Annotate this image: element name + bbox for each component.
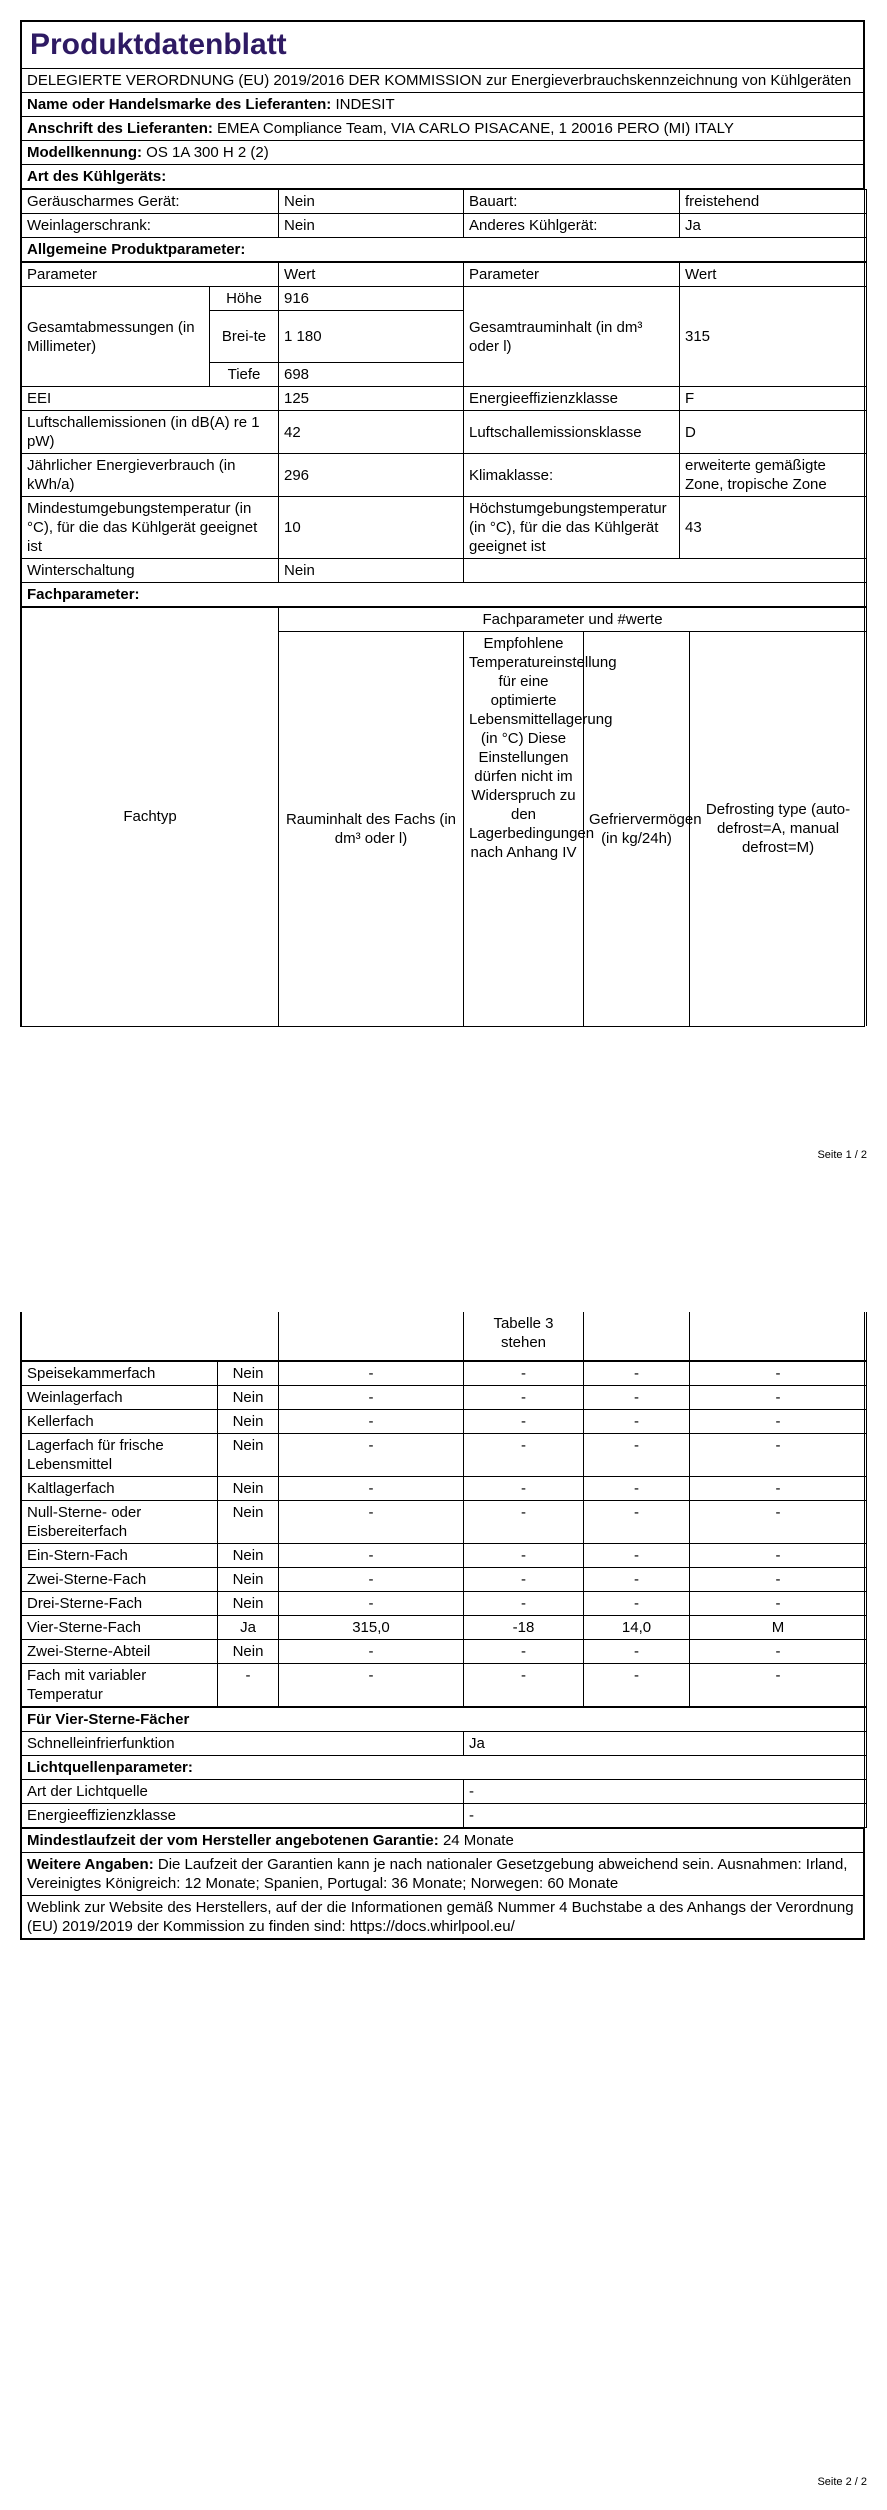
compartment-present: Nein — [218, 1361, 279, 1385]
compartment-temp: - — [464, 1476, 584, 1500]
compartment-row — [22, 1663, 867, 1706]
compartment-volume: - — [279, 1361, 464, 1385]
compartment-temp: - — [464, 1361, 584, 1385]
noise-class-value: D — [680, 411, 867, 454]
compartment-row — [22, 1639, 867, 1663]
compartment-name: Vier-Sterne-Fach — [22, 1615, 218, 1639]
compartment-name: Speisekammerfach — [22, 1361, 218, 1385]
datasheet-frame-page-2 — [20, 1312, 865, 1940]
compartment-temp: - — [464, 1500, 584, 1543]
supplier-label: Name oder Handelsmarke des Lieferanten: — [27, 96, 332, 113]
compartment-present: Nein — [218, 1433, 279, 1476]
compartment-name: Kellerfach — [22, 1409, 218, 1433]
compartment-temp: - — [464, 1567, 584, 1591]
appliance-type-heading: Art des Kühlgeräts: — [22, 165, 864, 189]
compartment-freeze: - — [584, 1591, 690, 1615]
compartment-name: Zwei-Sterne-Abteil — [22, 1639, 218, 1663]
fast-freeze-value: Ja — [464, 1731, 867, 1755]
further-info-row — [22, 1852, 864, 1895]
compartment-defrost: - — [690, 1543, 867, 1567]
light-heading: Lichtquellenparameter: — [22, 1755, 867, 1779]
compartment-temp: -18 — [464, 1615, 584, 1639]
compartment-present: Nein — [218, 1591, 279, 1615]
compartment-freeze: - — [584, 1476, 690, 1500]
volume-value: 315 — [680, 287, 867, 387]
compartment-temp: - — [464, 1409, 584, 1433]
fast-freeze-label: Schnelleinfrierfunktion — [22, 1731, 464, 1755]
page-number-1: Seite 1 / 2 — [817, 1149, 867, 1161]
address-value: EMEA Compliance Team, VIA CARLO PISACANE, 1 20016 PERO (MI) ITALY — [217, 120, 734, 137]
compartment-freeze: - — [584, 1639, 690, 1663]
depth-value: 698 — [279, 363, 464, 387]
supplier-row — [22, 93, 864, 117]
col-temp-header: Empfohlene Temperatureinstellung für eine optimierte Lebensmittellagerung (in °C) Diese Einstellungen dürfen nicht im Widerspruch zu den Lagerbedingungen nach Anhang IV — [464, 632, 584, 1026]
further-info-value: Die Laufzeit der Garantien kann je nach nationaler Gesetzgebung abweichend sein. Ausnahmen: Irland, Vereinigtes Königreich: 12 Monate; Spanien, Portugal: 36 Monate; Norwegen: 60 Monate — [27, 1855, 848, 1892]
eei-value: 125 — [279, 387, 464, 411]
compartment-present: Nein — [218, 1567, 279, 1591]
annual-consumption-value: 296 — [279, 454, 464, 497]
warranty-value: 24 Monate — [442, 1831, 514, 1849]
light-type-value: - — [464, 1779, 867, 1803]
compartment-volume: - — [279, 1476, 464, 1500]
col-param-header: Parameter — [22, 263, 279, 287]
compartment-temp: - — [464, 1639, 584, 1663]
compartment-temp: - — [464, 1433, 584, 1476]
noise-class-label: Luftschallemissionsklasse — [464, 411, 680, 454]
compartment-freeze: - — [584, 1409, 690, 1433]
regulation-text: DELEGIERTE VERORDNUNG (EU) 2019/2016 DER KOMMISSION zur Energieverbrauchskennzeichnung von Kühlgeräten — [22, 69, 864, 93]
other-label: Anderes Kühlgerät: — [464, 214, 680, 238]
min-temp-value: 10 — [279, 497, 464, 559]
compartment-defrost: M — [690, 1615, 867, 1639]
eei-label: EEI — [22, 387, 279, 411]
compartment-volume: - — [279, 1639, 464, 1663]
noise-value: 42 — [279, 411, 464, 454]
compartment-temp: - — [464, 1663, 584, 1706]
light-class-label: Energieeffizienzklasse — [22, 1803, 464, 1827]
col-freeze-cont — [584, 1312, 690, 1360]
compartment-defrost: - — [690, 1639, 867, 1663]
dimensions-label: Gesamtabmessungen (in Millimeter) — [22, 287, 210, 387]
col-freeze-header: Gefriervermögen (in kg/24h) — [584, 632, 690, 1026]
weblink-text: Weblink zur Website des Herstellers, auf der die Informationen gemäß Nummer 4 Buchstabe a des Anhangs der Verordnung (EU) 2019/2019 der Kommission zu finden sind: — [27, 1898, 854, 1935]
col-param-header-2: Parameter — [464, 263, 680, 287]
compartment-freeze: - — [584, 1543, 690, 1567]
compartment-temp: - — [464, 1543, 584, 1567]
col-value-header-2: Wert — [680, 263, 867, 287]
address-label: Anschrift des Lieferanten: — [27, 120, 213, 137]
compartment-volume: 315,0 — [279, 1615, 464, 1639]
low-noise-label: Geräuscharmes Gerät: — [22, 190, 279, 214]
page-title: Produktdatenblatt — [22, 22, 864, 69]
compartment-name: Fach mit variabler Temperatur — [22, 1663, 218, 1706]
width-value: 1 180 — [279, 311, 464, 363]
compartment-defrost: - — [690, 1500, 867, 1543]
max-temp-value: 43 — [680, 497, 867, 559]
light-class-value: - — [464, 1803, 867, 1827]
compartment-row — [22, 1361, 867, 1385]
datasheet-frame-page-1 — [20, 20, 865, 1027]
page-2 — [0, 1255, 887, 2510]
col-value-header: Wert — [279, 263, 464, 287]
low-noise-value: Nein — [279, 190, 464, 214]
compartment-defrost: - — [690, 1433, 867, 1476]
compartment-volume: - — [279, 1543, 464, 1567]
compartment-defrost: - — [690, 1663, 867, 1706]
four-star-heading: Für Vier-Sterne-Fächer — [22, 1707, 867, 1731]
design-value: freistehend — [680, 190, 867, 214]
compartment-freeze: - — [584, 1361, 690, 1385]
compartment-volume: - — [279, 1591, 464, 1615]
compartment-volume: - — [279, 1385, 464, 1409]
compartment-defrost: - — [690, 1591, 867, 1615]
compartment-freeze: - — [584, 1567, 690, 1591]
compartment-rows — [22, 1361, 867, 1706]
compartment-volume: - — [279, 1409, 464, 1433]
compartment-name: Ein-Stern-Fach — [22, 1543, 218, 1567]
compartments-heading: Fachparameter: — [22, 583, 867, 607]
compartment-row — [22, 1409, 867, 1433]
climate-class-value: erweiterte gemäßigte Zone, tropische Zone — [680, 454, 867, 497]
col-temp-header-cont: Tabelle 3 stehen — [464, 1312, 584, 1360]
compartment-row — [22, 1433, 867, 1476]
compartment-present: Nein — [218, 1543, 279, 1567]
compartment-name: Zwei-Sterne-Fach — [22, 1567, 218, 1591]
model-label: Modellkennung: — [27, 144, 142, 161]
header-table — [21, 21, 864, 189]
compartment-temp: - — [464, 1385, 584, 1409]
compartment-volume: - — [279, 1433, 464, 1476]
compartment-volume: - — [279, 1567, 464, 1591]
compartment-present: Ja — [218, 1615, 279, 1639]
wine-value: Nein — [279, 214, 464, 238]
col-type-cont — [22, 1312, 279, 1360]
compartment-name: Weinlagerfach — [22, 1385, 218, 1409]
general-params-table — [21, 262, 867, 607]
energy-class-value: F — [680, 387, 867, 411]
general-heading: Allgemeine Produktparameter: — [22, 238, 867, 262]
compartment-row — [22, 1476, 867, 1500]
climate-class-label: Klimaklasse: — [464, 454, 680, 497]
compartment-row — [22, 1500, 867, 1543]
annual-consumption-label: Jährlicher Energieverbrauch (in kWh/a) — [22, 454, 279, 497]
compartment-name: Kaltlagerfach — [22, 1476, 218, 1500]
compartment-row — [22, 1385, 867, 1409]
further-info-label: Weitere Angaben: — [27, 1855, 154, 1873]
compartment-defrost: - — [690, 1409, 867, 1433]
model-row — [22, 141, 864, 165]
col-volume-cont — [279, 1312, 464, 1360]
col-volume-header: Rauminhalt des Fachs (in dm³ oder l) — [279, 632, 464, 1026]
compartments-header-cont — [21, 1312, 867, 1361]
warranty-row — [22, 1828, 864, 1852]
compartment-name: Lagerfach für frische Lebensmittel — [22, 1433, 218, 1476]
page-number-2: Seite 2 / 2 — [817, 2476, 867, 2488]
compartment-defrost: - — [690, 1385, 867, 1409]
compartment-row — [22, 1615, 867, 1639]
other-value: Ja — [680, 214, 867, 238]
compartment-freeze: 14,0 — [584, 1615, 690, 1639]
col-group-header: Fachparameter und #werte — [279, 608, 867, 632]
compartment-defrost: - — [690, 1476, 867, 1500]
height-label: Höhe — [210, 287, 279, 311]
compartment-name: Drei-Sterne-Fach — [22, 1591, 218, 1615]
compartment-name: Null-Sterne- oder Eisbereiterfach — [22, 1500, 218, 1543]
compartment-freeze: - — [584, 1385, 690, 1409]
wine-label: Weinlagerschrank: — [22, 214, 279, 238]
winter-label: Winterschaltung — [22, 559, 279, 583]
winter-value: Nein — [279, 559, 464, 583]
compartment-freeze: - — [584, 1433, 690, 1476]
supplier-value: INDESIT — [335, 96, 395, 113]
noise-label: Luftschallemissionen (in dB(A) re 1 pW) — [22, 411, 279, 454]
width-label: Brei-te — [210, 311, 279, 363]
compartment-defrost: - — [690, 1567, 867, 1591]
winter-empty — [464, 559, 867, 583]
footer-info-table — [21, 1828, 864, 1939]
light-type-label: Art der Lichtquelle — [22, 1779, 464, 1803]
compartments-table — [21, 1361, 867, 1707]
compartment-temp: - — [464, 1591, 584, 1615]
four-star-table — [21, 1707, 867, 1828]
compartment-row — [22, 1567, 867, 1591]
volume-label: Gesamtrauminhalt (in dm³ oder l) — [464, 287, 680, 387]
weblink-url[interactable]: https://docs.whirlpool.eu/ — [349, 1917, 515, 1935]
col-defrost-cont — [690, 1312, 867, 1360]
col-defrost-header: Defrosting type (auto-defrost=A, manual defrost=M) — [690, 632, 867, 1026]
weblink-row — [22, 1895, 864, 1938]
compartment-present: Nein — [218, 1639, 279, 1663]
min-temp-label: Mindestumgebungstemperatur (in °C), für die das Kühlgerät geeignet ist — [22, 497, 279, 559]
max-temp-label: Höchstumgebungstemperatur (in °C), für die das Kühlgerät geeignet ist — [464, 497, 680, 559]
depth-label: Tiefe — [210, 363, 279, 387]
compartment-freeze: - — [584, 1663, 690, 1706]
address-row — [22, 117, 864, 141]
compartment-volume: - — [279, 1663, 464, 1706]
appliance-type-table — [21, 189, 867, 262]
col-compartment-type: Fachtyp — [22, 608, 279, 1026]
energy-class-label: Energieeffizienzklasse — [464, 387, 680, 411]
design-label: Bauart: — [464, 190, 680, 214]
compartment-row — [22, 1591, 867, 1615]
height-value: 916 — [279, 287, 464, 311]
compartment-defrost: - — [690, 1361, 867, 1385]
compartment-present: Nein — [218, 1476, 279, 1500]
compartments-header-table — [21, 607, 867, 1026]
warranty-label: Mindestlaufzeit der vom Hersteller angebotenen Garantie: — [27, 1831, 439, 1849]
compartment-present: Nein — [218, 1500, 279, 1543]
compartment-present: - — [218, 1663, 279, 1706]
compartment-freeze: - — [584, 1500, 690, 1543]
compartment-present: Nein — [218, 1409, 279, 1433]
model-value: OS 1A 300 H 2 (2) — [146, 144, 269, 161]
compartment-volume: - — [279, 1500, 464, 1543]
compartment-row — [22, 1543, 867, 1567]
compartment-present: Nein — [218, 1385, 279, 1409]
